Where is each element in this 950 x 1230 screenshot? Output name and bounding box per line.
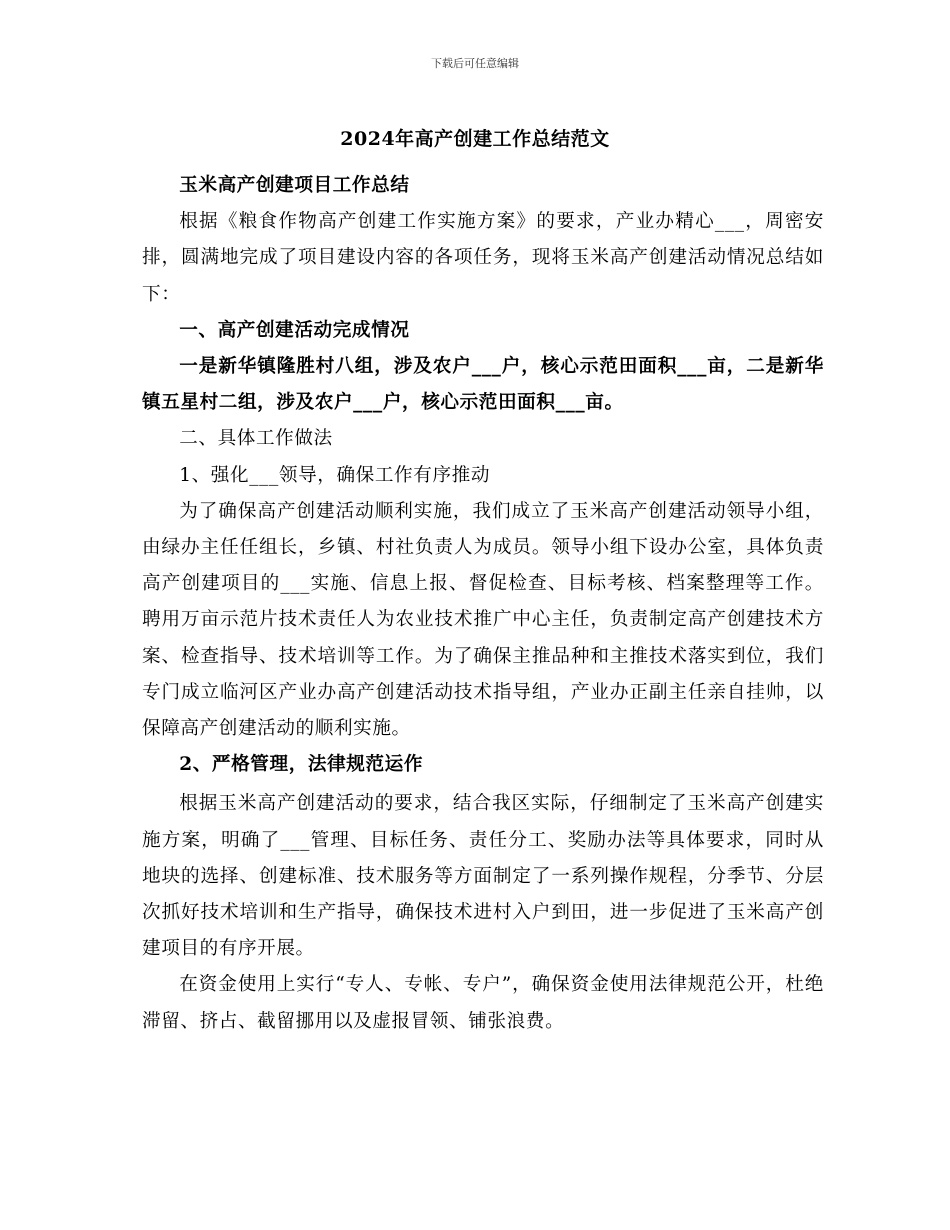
completion-paragraph: 一是新华镇隆胜村八组，涉及农户___户，核心示范田面积___亩，二是新华镇五星村二组，涉及农户___户，核心示范田面积___亩。 [142,356,824,414]
subtitle: 玉米高产创建项目工作总结 [179,175,410,196]
section-heading-2: 二、具体工作做法 [179,428,333,450]
management-paragraph: 根据玉米高产创建活动的要求，结合我区实际，仔细制定了玉米高产创建实施方案，明确了___管理、目标任务、责任分工、奖励办法等具体要求，同时从地块的选择、创建标准、技术服务等方面制定了一系列操作规程，分季节、分层次抓好技术培训和生产指导，确保技术进村入户到田，进一步促进了玉米高产创建项目的有序开展。 [142,793,824,960]
funds-paragraph: 在资金使用上实行“专人、专帐、专户”，确保资金使用法律规范公开，杜绝滞留、挤占、截留挪用以及虚报冒领、铺张浪费。 [142,974,824,1032]
leadership-paragraph: 为了确保高产创建活动顺利实施，我们成立了玉米高产创建活动领导小组，由绿办主任任组长，乡镇、村社负责人为成员。领导小组下设办公室，具体负责高产创建项目的___实施、信息上报、督促检查、目标考核、档案整理等工作。聘用万亩示范片技术责任人为农业技术推广中心主任，负责制定高产创建技术方案、检查指导、技术培训等工作。为了确保主推品种和主推技术落实到位，我们专门成立临河区产业办高产创建活动技术指导组，产业办正副主任亲自挂帅，以保障高产创建活动的顺利实施。 [142,500,824,740]
document-body [142,168,824,1040]
subheading-2: 2、严格管理，法律规范运作 [179,754,424,776]
section-heading-1: 一、高产创建活动完成情况 [179,319,410,341]
intro-paragraph: 根据《粮食作物高产创建工作实施方案》的要求，产业办精心___，周密安排，圆满地完成了项目建设内容的各项任务，现将玉米高产创建活动情况总结如下： [142,211,824,305]
subheading-1: 1、强化___领导，确保工作有序推动 [179,464,491,486]
header-note: 下载后可任意编辑 [431,57,519,70]
document-title: 2024年高产创建工作总结范文 [340,128,610,150]
